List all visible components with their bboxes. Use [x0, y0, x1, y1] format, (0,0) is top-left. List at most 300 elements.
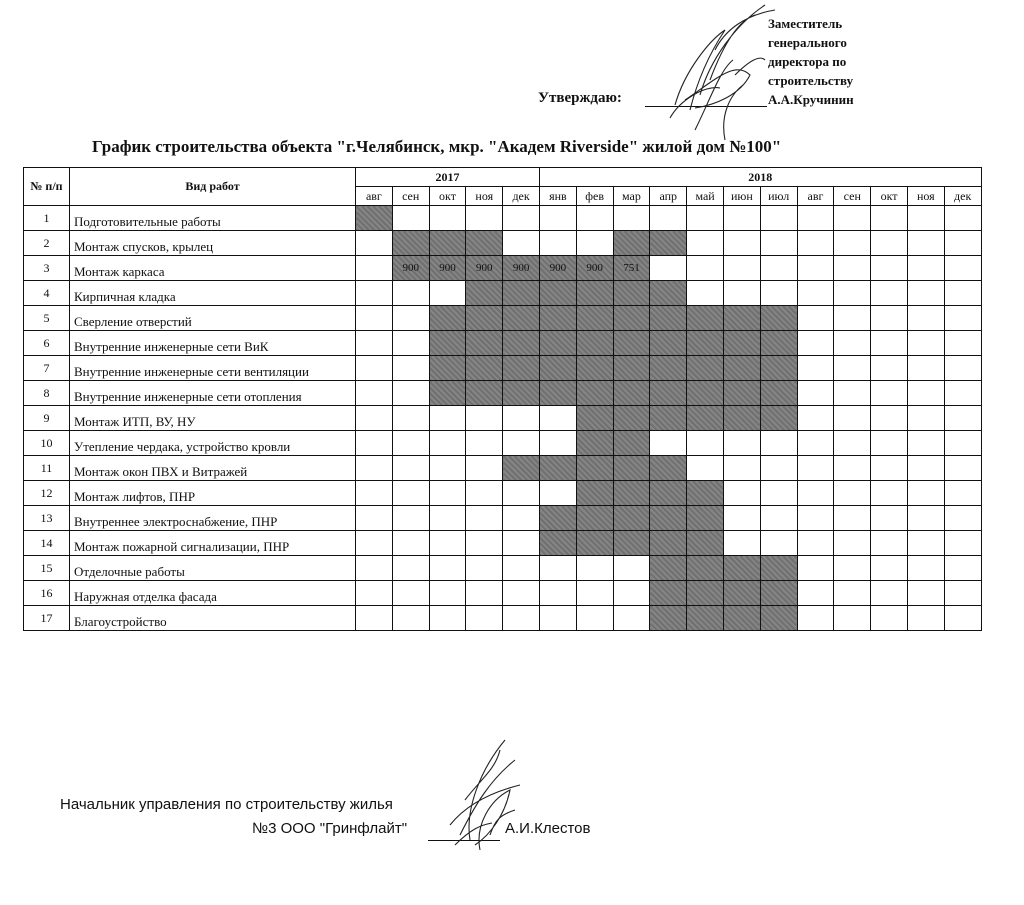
row-number: 14	[24, 531, 70, 556]
schedule-cell	[797, 231, 834, 256]
work-name: Монтаж ИТП, ВУ, НУ	[70, 406, 356, 431]
approval-line: директора по	[768, 54, 847, 69]
schedule-cell-filled: 900	[466, 256, 503, 281]
schedule-cell	[723, 456, 760, 481]
row-number: 8	[24, 381, 70, 406]
schedule-cell-filled	[650, 306, 687, 331]
row-number: 9	[24, 406, 70, 431]
schedule-cell	[613, 206, 650, 231]
schedule-cell	[944, 356, 981, 381]
schedule-cell-filled	[539, 281, 576, 306]
work-name: Отделочные работы	[70, 556, 356, 581]
schedule-cell-filled	[723, 606, 760, 631]
schedule-cell-filled	[723, 331, 760, 356]
schedule-cell-filled	[429, 356, 466, 381]
schedule-cell	[834, 381, 871, 406]
work-name: Монтаж пожарной сигнализации, ПНР	[70, 531, 356, 556]
work-name: Наружная отделка фасада	[70, 581, 356, 606]
schedule-cell-filled: 900	[576, 256, 613, 281]
month-header: окт	[429, 187, 466, 206]
schedule-cell	[944, 531, 981, 556]
schedule-cell-filled	[466, 331, 503, 356]
table-row	[24, 531, 982, 556]
schedule-cell-filled	[503, 356, 540, 381]
schedule-cell	[503, 581, 540, 606]
schedule-cell	[871, 306, 908, 331]
schedule-cell	[539, 406, 576, 431]
schedule-cell-filled: 900	[392, 256, 429, 281]
schedule-cell	[907, 281, 944, 306]
schedule-cell	[503, 206, 540, 231]
schedule-cell-filled	[723, 306, 760, 331]
schedule-cell-filled	[650, 606, 687, 631]
schedule-cell	[797, 306, 834, 331]
schedule-cell	[760, 456, 797, 481]
schedule-cell	[392, 481, 429, 506]
schedule-cell-filled	[503, 331, 540, 356]
schedule-cell	[723, 256, 760, 281]
schedule-cell-filled	[613, 381, 650, 406]
schedule-cell	[797, 456, 834, 481]
schedule-cell	[466, 406, 503, 431]
schedule-cell	[539, 581, 576, 606]
document-title: График строительства объекта "г.Челябинск, мкр. "Академ Riverside" жилой дом №100"	[92, 137, 782, 156]
schedule-cell	[503, 556, 540, 581]
schedule-cell	[356, 356, 393, 381]
schedule-cell-filled	[429, 331, 466, 356]
schedule-cell	[944, 606, 981, 631]
schedule-cell-filled	[650, 456, 687, 481]
approval-label: Утверждаю:	[538, 90, 622, 106]
schedule-cell-filled	[356, 206, 393, 231]
schedule-cell-filled	[613, 306, 650, 331]
schedule-cell	[687, 256, 724, 281]
schedule-cell-filled: 900	[539, 256, 576, 281]
row-number: 6	[24, 331, 70, 356]
schedule-cell-filled: 751	[613, 256, 650, 281]
schedule-cell	[356, 406, 393, 431]
schedule-cell	[871, 356, 908, 381]
schedule-cell-filled	[576, 531, 613, 556]
schedule-cell-filled	[613, 531, 650, 556]
schedule-cell	[356, 531, 393, 556]
schedule-cell	[760, 531, 797, 556]
schedule-cell-filled	[723, 556, 760, 581]
schedule-cell	[687, 281, 724, 306]
schedule-cell-filled	[650, 381, 687, 406]
schedule-cell-filled	[760, 381, 797, 406]
schedule-cell	[503, 406, 540, 431]
work-name: Внутренние инженерные сети ВиК	[70, 331, 356, 356]
schedule-cell	[907, 206, 944, 231]
schedule-cell	[834, 556, 871, 581]
schedule-cell	[907, 356, 944, 381]
schedule-cell	[834, 406, 871, 431]
table-row	[24, 506, 982, 531]
schedule-cell-filled	[723, 356, 760, 381]
schedule-cell-filled	[576, 306, 613, 331]
month-header: авг	[356, 187, 393, 206]
schedule-cell-filled	[760, 306, 797, 331]
schedule-cell-filled	[723, 406, 760, 431]
month-header: окт	[871, 187, 908, 206]
schedule-cell	[687, 456, 724, 481]
schedule-cell	[503, 481, 540, 506]
work-name: Внутренние инженерные сети отопления	[70, 381, 356, 406]
schedule-cell	[760, 431, 797, 456]
month-header: июн	[723, 187, 760, 206]
month-header: сен	[392, 187, 429, 206]
schedule-cell	[539, 206, 576, 231]
schedule-cell	[466, 531, 503, 556]
schedule-cell	[356, 481, 393, 506]
schedule-cell-filled	[650, 481, 687, 506]
schedule-cell	[797, 606, 834, 631]
schedule-cell	[429, 456, 466, 481]
month-header: май	[687, 187, 724, 206]
schedule-cell	[356, 606, 393, 631]
schedule-cell	[466, 431, 503, 456]
schedule-cell-filled	[760, 356, 797, 381]
schedule-cell	[797, 406, 834, 431]
schedule-cell	[356, 556, 393, 581]
schedule-cell	[723, 281, 760, 306]
schedule-cell	[797, 581, 834, 606]
schedule-cell	[356, 231, 393, 256]
work-name: Кирпичная кладка	[70, 281, 356, 306]
schedule-cell-filled	[576, 481, 613, 506]
approval-line: строительству	[768, 73, 854, 88]
schedule-cell	[871, 581, 908, 606]
schedule-cell	[871, 506, 908, 531]
month-header: дек	[944, 187, 981, 206]
schedule-cell-filled	[650, 281, 687, 306]
schedule-cell	[907, 556, 944, 581]
schedule-cell	[392, 431, 429, 456]
month-header: июл	[760, 187, 797, 206]
table-row	[24, 306, 982, 331]
schedule-cell	[723, 481, 760, 506]
month-header: мар	[613, 187, 650, 206]
schedule-table	[23, 167, 982, 631]
schedule-cell	[429, 281, 466, 306]
schedule-cell	[760, 481, 797, 506]
schedule-cell	[392, 206, 429, 231]
schedule-cell	[871, 456, 908, 481]
table-row	[24, 581, 982, 606]
schedule-cell-filled	[539, 381, 576, 406]
schedule-cell	[834, 456, 871, 481]
row-number: 13	[24, 506, 70, 531]
schedule-cell	[429, 556, 466, 581]
schedule-cell	[834, 281, 871, 306]
schedule-cell-filled	[503, 381, 540, 406]
schedule-cell-filled	[539, 306, 576, 331]
schedule-cell-filled	[539, 531, 576, 556]
work-name: Внутреннее электроснабжение, ПНР	[70, 506, 356, 531]
schedule-cell	[907, 531, 944, 556]
footer-position-line1: Начальник управления по строительству жилья	[60, 796, 393, 813]
schedule-cell	[907, 481, 944, 506]
schedule-cell	[907, 431, 944, 456]
month-header: янв	[539, 187, 576, 206]
schedule-cell-filled	[613, 506, 650, 531]
schedule-cell-filled	[539, 331, 576, 356]
schedule-cell	[503, 231, 540, 256]
schedule-cell	[356, 506, 393, 531]
schedule-cell	[429, 606, 466, 631]
schedule-cell	[944, 306, 981, 331]
schedule-cell	[613, 581, 650, 606]
schedule-cell-filled	[650, 406, 687, 431]
schedule-cell	[834, 306, 871, 331]
schedule-cell-filled	[613, 481, 650, 506]
schedule-cell	[356, 306, 393, 331]
schedule-cell	[392, 606, 429, 631]
year-header: 2017	[356, 168, 540, 187]
table-row	[24, 231, 982, 256]
row-number: 12	[24, 481, 70, 506]
schedule-cell-filled	[576, 506, 613, 531]
schedule-cell	[834, 231, 871, 256]
work-name: Утепление чердака, устройство кровли	[70, 431, 356, 456]
schedule-cell	[907, 381, 944, 406]
schedule-cell	[576, 231, 613, 256]
schedule-cell-filled	[723, 381, 760, 406]
schedule-cell-filled	[760, 331, 797, 356]
schedule-cell	[834, 481, 871, 506]
month-header: апр	[650, 187, 687, 206]
table-row	[24, 431, 982, 456]
row-number: 11	[24, 456, 70, 481]
schedule-cell	[871, 231, 908, 256]
schedule-cell	[907, 456, 944, 481]
table-row	[24, 256, 982, 281]
table-row	[24, 406, 982, 431]
month-header: сен	[834, 187, 871, 206]
schedule-cell	[797, 381, 834, 406]
schedule-cell-filled	[466, 281, 503, 306]
table-row	[24, 381, 982, 406]
row-number: 7	[24, 356, 70, 381]
schedule-cell-filled	[687, 356, 724, 381]
schedule-cell	[907, 606, 944, 631]
schedule-cell	[871, 606, 908, 631]
schedule-cell-filled	[429, 306, 466, 331]
schedule-cell	[944, 581, 981, 606]
schedule-cell	[871, 531, 908, 556]
schedule-cell-filled	[723, 581, 760, 606]
approval-line: генерального	[768, 35, 847, 50]
footer-signatory-name: А.И.Клестов	[505, 820, 591, 837]
schedule-cell-filled	[466, 356, 503, 381]
schedule-cell	[944, 406, 981, 431]
schedule-cell	[392, 381, 429, 406]
schedule-cell-filled	[650, 506, 687, 531]
schedule-cell	[576, 206, 613, 231]
schedule-cell	[392, 556, 429, 581]
work-name: Благоустройство	[70, 606, 356, 631]
schedule-cell	[871, 431, 908, 456]
schedule-cell	[944, 206, 981, 231]
schedule-cell	[723, 506, 760, 531]
table-row	[24, 606, 982, 631]
schedule-cell-filled	[650, 581, 687, 606]
schedule-cell	[760, 206, 797, 231]
month-header: авг	[797, 187, 834, 206]
schedule-cell-filled	[687, 331, 724, 356]
schedule-cell	[466, 456, 503, 481]
schedule-cell	[356, 381, 393, 406]
year-header-row	[24, 168, 982, 187]
schedule-cell	[871, 481, 908, 506]
schedule-cell-filled: 900	[429, 256, 466, 281]
schedule-cell	[392, 406, 429, 431]
schedule-cell	[834, 531, 871, 556]
schedule-cell	[392, 281, 429, 306]
month-header: ноя	[907, 187, 944, 206]
schedule-cell	[392, 531, 429, 556]
schedule-cell	[429, 406, 466, 431]
schedule-cell	[356, 256, 393, 281]
schedule-cell	[392, 506, 429, 531]
schedule-cell-filled	[613, 331, 650, 356]
row-number: 15	[24, 556, 70, 581]
schedule-cell-filled: 900	[503, 256, 540, 281]
schedule-cell	[944, 256, 981, 281]
schedule-cell	[356, 456, 393, 481]
schedule-cell-filled	[576, 431, 613, 456]
footer-position-line2: №3 ООО "Гринфлайт"	[252, 820, 408, 837]
work-name: Монтаж спусков, крылец	[70, 231, 356, 256]
schedule-cell	[834, 431, 871, 456]
schedule-cell	[650, 206, 687, 231]
month-header: дек	[503, 187, 540, 206]
schedule-cell	[503, 506, 540, 531]
schedule-cell	[907, 231, 944, 256]
approval-signature	[615, 0, 790, 150]
schedule-cell-filled	[650, 231, 687, 256]
schedule-cell	[871, 256, 908, 281]
schedule-cell-filled	[466, 231, 503, 256]
schedule-cell	[429, 531, 466, 556]
schedule-cell-filled	[687, 606, 724, 631]
schedule-cell	[797, 481, 834, 506]
schedule-cell-filled	[613, 356, 650, 381]
schedule-cell-filled	[503, 456, 540, 481]
month-header: фев	[576, 187, 613, 206]
schedule-cell-filled	[539, 456, 576, 481]
schedule-cell	[871, 206, 908, 231]
schedule-cell	[356, 281, 393, 306]
row-number: 1	[24, 206, 70, 231]
schedule-cell	[760, 281, 797, 306]
schedule-cell-filled	[613, 406, 650, 431]
schedule-cell-filled	[576, 381, 613, 406]
schedule-cell	[392, 456, 429, 481]
schedule-cell	[356, 431, 393, 456]
schedule-cell	[944, 481, 981, 506]
schedule-cell-filled	[687, 531, 724, 556]
schedule-cell-filled	[687, 306, 724, 331]
schedule-cell-filled	[687, 556, 724, 581]
schedule-cell	[576, 606, 613, 631]
schedule-cell	[356, 581, 393, 606]
row-number: 3	[24, 256, 70, 281]
schedule-cell-filled	[613, 281, 650, 306]
schedule-cell-filled	[613, 456, 650, 481]
schedule-cell-filled	[576, 356, 613, 381]
schedule-cell	[613, 556, 650, 581]
schedule-cell	[723, 206, 760, 231]
work-name: Монтаж окон ПВХ и Витражей	[70, 456, 356, 481]
work-name: Внутренние инженерные сети вентиляции	[70, 356, 356, 381]
approval-line: А.А.Кручинин	[768, 92, 854, 107]
schedule-cell-filled	[687, 481, 724, 506]
schedule-cell	[723, 531, 760, 556]
schedule-cell-filled	[576, 406, 613, 431]
row-number: 10	[24, 431, 70, 456]
schedule-cell	[503, 606, 540, 631]
schedule-cell-filled	[687, 381, 724, 406]
schedule-cell	[797, 256, 834, 281]
schedule-cell	[760, 256, 797, 281]
schedule-cell	[723, 431, 760, 456]
approval-line: Заместитель	[768, 16, 843, 31]
schedule-cell	[797, 206, 834, 231]
schedule-cell-filled	[760, 406, 797, 431]
work-name: Сверление отверстий	[70, 306, 356, 331]
schedule-cell	[907, 306, 944, 331]
work-name: Монтаж лифтов, ПНР	[70, 481, 356, 506]
schedule-cell-filled	[429, 381, 466, 406]
schedule-cell	[907, 581, 944, 606]
schedule-cell	[687, 231, 724, 256]
schedule-cell	[797, 506, 834, 531]
schedule-cell-filled	[687, 581, 724, 606]
schedule-cell	[834, 506, 871, 531]
schedule-cell	[871, 381, 908, 406]
schedule-cell	[944, 506, 981, 531]
schedule-cell	[834, 206, 871, 231]
schedule-cell	[907, 256, 944, 281]
schedule-cell	[466, 206, 503, 231]
schedule-cell-filled	[650, 531, 687, 556]
schedule-cell	[392, 581, 429, 606]
schedule-cell-filled	[503, 281, 540, 306]
schedule-cell	[392, 356, 429, 381]
schedule-cell	[613, 606, 650, 631]
schedule-cell	[466, 606, 503, 631]
schedule-cell	[871, 281, 908, 306]
work-name: Подготовительные работы	[70, 206, 356, 231]
work-name: Монтаж каркаса	[70, 256, 356, 281]
schedule-cell	[392, 306, 429, 331]
schedule-cell	[944, 281, 981, 306]
schedule-cell-filled	[760, 556, 797, 581]
schedule-cell	[539, 481, 576, 506]
schedule-cell	[576, 581, 613, 606]
schedule-cell-filled	[650, 556, 687, 581]
schedule-cell	[944, 231, 981, 256]
schedule-cell-filled	[576, 456, 613, 481]
schedule-cell	[539, 231, 576, 256]
schedule-cell-filled	[466, 306, 503, 331]
schedule-cell	[797, 356, 834, 381]
table-row	[24, 331, 982, 356]
schedule-cell	[429, 431, 466, 456]
schedule-cell	[539, 556, 576, 581]
